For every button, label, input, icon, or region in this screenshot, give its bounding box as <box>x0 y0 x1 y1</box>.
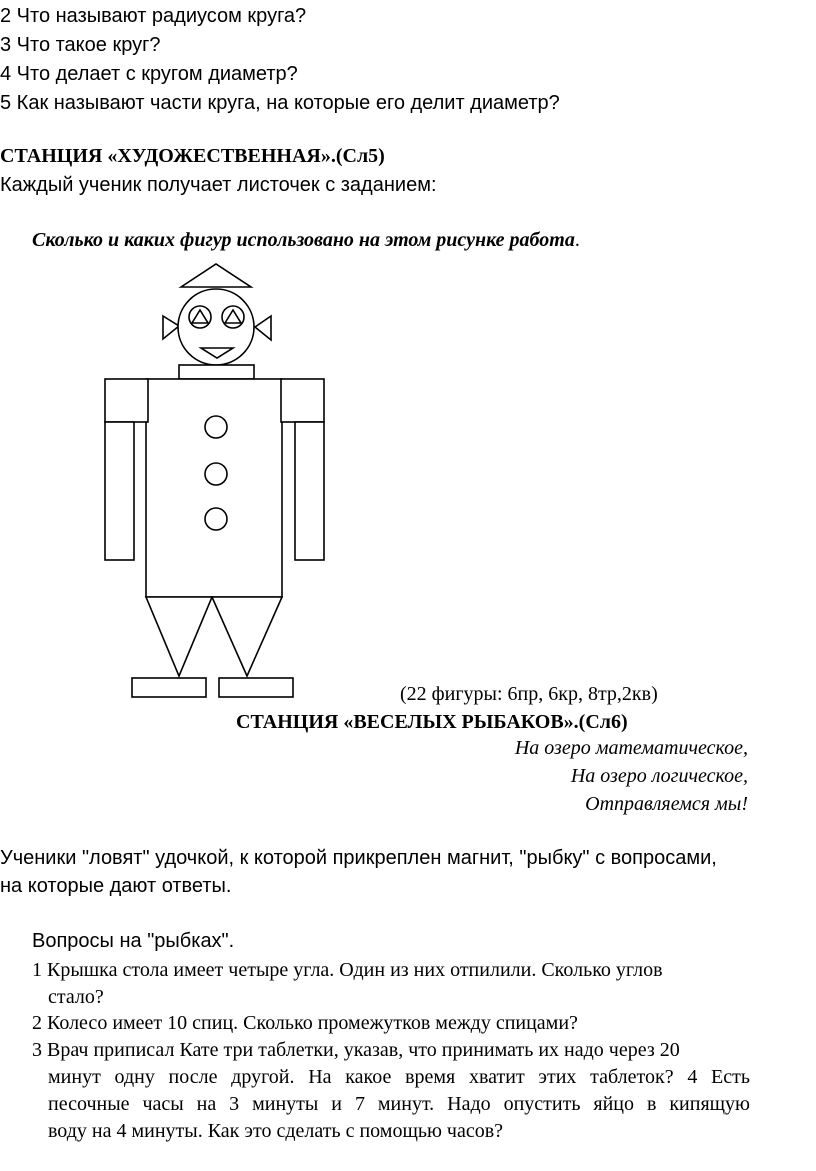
question-5: 5 Как называют части круга, на которые его делит диаметр? <box>0 92 560 114</box>
left-ear-triangle <box>163 316 179 339</box>
button-circle-1 <box>205 416 227 438</box>
left-foot-rect <box>132 678 206 697</box>
description-line-1: Ученики "ловят" удочкой, к которой прикреплен магнит, "рыбку" с вопросами, <box>0 847 717 869</box>
station-fishers-title: СТАНЦИЯ «ВЕСЕЛЫХ РЫБАКОВ».(Сл6) <box>236 711 628 733</box>
poem-line-1: На озеро математическое, <box>514 737 748 759</box>
fish-question-1-line-2: стало? <box>48 986 104 1008</box>
button-circle-3 <box>205 508 227 530</box>
right-shoulder-square <box>281 379 324 422</box>
fish-question-3-line-1: 3 Врач приписал Кате три таблетки, указав, что принимать их надо через 20 <box>32 1039 680 1061</box>
poem-line-2: На озеро логическое, <box>570 765 748 787</box>
description-line-2: на которые дают ответы. <box>0 875 232 897</box>
button-circle-2 <box>205 463 227 485</box>
station-art-intro: Каждый ученик получает листочек с заданием: <box>0 174 437 196</box>
hat-triangle <box>181 264 251 287</box>
right-ear-triangle <box>255 316 271 340</box>
left-leg-triangle <box>146 597 212 676</box>
poem-line-3: Отправляемся мы! <box>585 793 748 815</box>
task-end: . <box>574 229 580 251</box>
left-shoulder-square <box>105 379 148 422</box>
question-4: 4 Что делает с кругом диаметр? <box>0 63 298 85</box>
station-art-answer: (22 фигуры: 6пр, 6кр, 8тр,2кв) <box>400 683 658 705</box>
fish-question-2: 2 Колесо имеет 10 спиц. Сколько промежутков между спицами? <box>32 1012 578 1034</box>
neck-rect <box>179 365 254 379</box>
question-2: 2 Что называют радиусом круга? <box>0 5 307 27</box>
station-art-title: СТАНЦИЯ «ХУДОЖЕСТВЕННАЯ».(Сл5) <box>0 145 385 167</box>
fish-question-3-line-3: песочные часы на 3 минуты и 7 минут. Надо опустить яйцо в кипящую <box>48 1093 750 1115</box>
task-text: Сколько и каких фигур использовано на этом рисунке работа <box>32 229 575 251</box>
question-3: 3 Что такое круг? <box>0 34 161 56</box>
right-arm-rect <box>295 422 324 560</box>
left-arm-rect <box>105 422 134 560</box>
questions-heading: Вопросы на "рыбках". <box>32 930 235 952</box>
right-leg-triangle <box>212 597 282 676</box>
fish-question-1-line-1: 1 Крышка стола имеет четыре угла. Один из них отпилили. Сколько углов <box>32 959 663 981</box>
right-foot-rect <box>219 678 293 697</box>
body-rect <box>146 379 282 597</box>
fish-question-3-line-2: минут одну после другой. На какое время хватит этих таблеток? 4 Есть <box>48 1066 750 1088</box>
fish-question-3-line-4: воду на 4 минуты. Как это сделать с помощью часов? <box>48 1120 504 1142</box>
